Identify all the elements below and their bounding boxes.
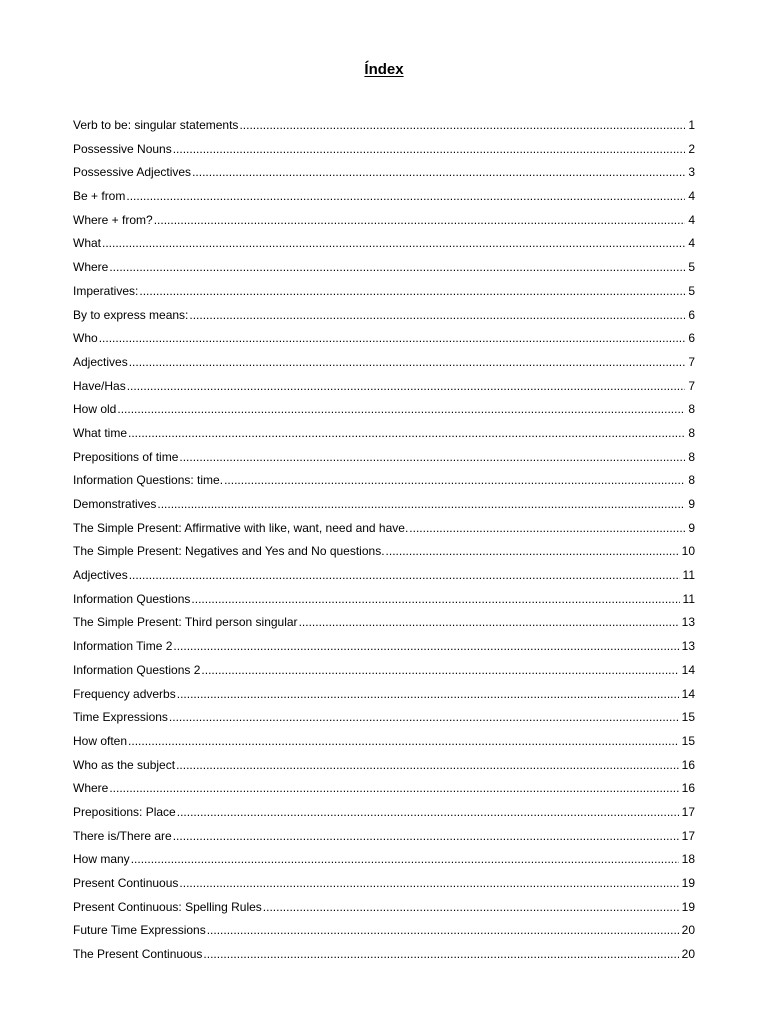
toc-dot-leader bbox=[173, 635, 678, 659]
toc-page-number: 2 bbox=[688, 141, 695, 156]
toc-page-number: 9 bbox=[688, 520, 695, 535]
toc-entry[interactable] bbox=[73, 896, 695, 920]
toc-page-number: 17 bbox=[681, 804, 695, 819]
toc-entry[interactable] bbox=[73, 540, 695, 564]
toc-entry-title: There is/There are bbox=[73, 828, 172, 843]
toc-entry[interactable] bbox=[73, 422, 695, 446]
toc-entry[interactable] bbox=[73, 209, 695, 233]
toc-entry[interactable] bbox=[73, 706, 695, 730]
toc-entry-title: Information Time 2 bbox=[73, 639, 173, 654]
toc-entry[interactable] bbox=[73, 351, 695, 375]
toc-entry-title: Adjectives bbox=[73, 568, 128, 583]
toc-page-number: 19 bbox=[681, 876, 695, 890]
toc-entry[interactable] bbox=[73, 919, 695, 943]
toc-entry[interactable] bbox=[73, 280, 695, 304]
toc-entry[interactable] bbox=[73, 304, 695, 328]
toc-entry[interactable] bbox=[73, 327, 695, 351]
toc-entry[interactable] bbox=[73, 398, 695, 422]
toc-entry-title: Be + from bbox=[73, 189, 126, 204]
toc-entry-title: Adjectives bbox=[73, 354, 128, 369]
toc-entry-title: Information Questions 2 bbox=[73, 662, 201, 677]
toc-dot-leader bbox=[179, 872, 678, 896]
toc-entry-title: Where bbox=[73, 260, 109, 275]
toc-entry[interactable] bbox=[73, 469, 695, 493]
toc-entry-title: Who bbox=[73, 331, 98, 346]
toc-dot-leader bbox=[203, 943, 678, 967]
toc-entry-title: Prepositions: Place bbox=[73, 804, 176, 819]
toc-page-number: 13 bbox=[681, 639, 695, 654]
toc-page-number: 14 bbox=[681, 686, 695, 701]
toc-page-number: 7 bbox=[688, 378, 695, 393]
toc-entry-title: How often bbox=[73, 733, 128, 748]
toc-page-number: 15 bbox=[681, 733, 695, 748]
toc-entry[interactable] bbox=[73, 185, 695, 209]
toc-entry[interactable] bbox=[73, 375, 695, 399]
toc-dot-leader bbox=[299, 611, 679, 635]
toc-page-number: 8 bbox=[688, 402, 695, 417]
toc-dot-leader bbox=[109, 256, 685, 280]
toc-dot-leader bbox=[128, 422, 685, 446]
toc-page-number: 7 bbox=[688, 354, 695, 369]
toc-entry-title: The Present Continuous bbox=[73, 947, 203, 962]
toc-dot-leader bbox=[127, 375, 686, 399]
toc-page-number: 14 bbox=[681, 662, 695, 677]
toc-page-number: 11 bbox=[682, 568, 695, 583]
toc-entry[interactable] bbox=[73, 493, 695, 517]
toc-page-number: 11 bbox=[682, 591, 695, 606]
toc-dot-leader bbox=[173, 138, 686, 162]
toc-page-number: 13 bbox=[681, 615, 695, 630]
toc-entry[interactable] bbox=[73, 730, 695, 754]
toc-entry[interactable] bbox=[73, 256, 695, 280]
toc-page-number: 3 bbox=[688, 165, 695, 180]
toc-entry[interactable] bbox=[73, 801, 695, 825]
table-of-contents bbox=[73, 114, 695, 967]
toc-entry-title: Frequency adverbs bbox=[73, 686, 176, 701]
toc-dot-leader bbox=[201, 659, 678, 683]
toc-page-number: 20 bbox=[681, 923, 695, 938]
toc-page-number: 8 bbox=[688, 449, 695, 464]
toc-entry[interactable] bbox=[73, 943, 695, 967]
toc-dot-leader bbox=[263, 896, 679, 920]
toc-entry[interactable] bbox=[73, 611, 695, 635]
toc-entry[interactable] bbox=[73, 848, 695, 872]
toc-page-number: 16 bbox=[681, 781, 695, 796]
toc-entry-title: The Simple Present: Negatives and Yes and No questions. bbox=[73, 544, 385, 559]
toc-entry-title: The Simple Present: Affirmative with like, want, need and have. bbox=[73, 520, 409, 535]
toc-page-number: 4 bbox=[688, 236, 695, 251]
toc-page-number: 9 bbox=[688, 497, 695, 511]
toc-dot-leader bbox=[173, 825, 679, 849]
toc-entry-title: Possessive Nouns bbox=[73, 141, 172, 156]
toc-dot-leader bbox=[139, 280, 685, 304]
toc-dot-leader bbox=[169, 706, 679, 730]
toc-dot-leader bbox=[99, 327, 686, 351]
toc-entry-title: Information Questions bbox=[73, 591, 191, 606]
toc-entry-title: Information Questions: time. bbox=[73, 473, 224, 488]
toc-entry-title: Present Continuous bbox=[73, 876, 179, 890]
toc-page-number: 17 bbox=[681, 828, 695, 843]
toc-page-number: 19 bbox=[681, 899, 695, 914]
toc-entry-title: By to express means: bbox=[73, 307, 189, 322]
toc-entry[interactable] bbox=[73, 232, 695, 256]
toc-entry-title: What bbox=[73, 236, 102, 251]
toc-page-number: 1 bbox=[688, 118, 695, 132]
toc-dot-leader bbox=[189, 304, 685, 328]
toc-entry-title: Possessive Adjectives bbox=[73, 165, 192, 180]
toc-entry[interactable] bbox=[73, 872, 695, 896]
toc-page-number: 20 bbox=[681, 947, 695, 962]
toc-dot-leader bbox=[386, 540, 679, 564]
toc-dot-leader bbox=[177, 683, 679, 707]
toc-entry[interactable] bbox=[73, 138, 695, 162]
toc-page-number: 5 bbox=[688, 283, 695, 298]
toc-page-number: 8 bbox=[688, 473, 695, 488]
toc-entry-title: Where bbox=[73, 781, 109, 796]
toc-dot-leader bbox=[192, 161, 685, 185]
toc-entry[interactable] bbox=[73, 114, 695, 138]
toc-dot-leader bbox=[128, 730, 679, 754]
toc-dot-leader bbox=[239, 114, 685, 138]
toc-page-number: 4 bbox=[688, 189, 695, 204]
toc-entry-title: Present Continuous: Spelling Rules bbox=[73, 899, 262, 914]
toc-dot-leader bbox=[191, 588, 679, 612]
toc-entry-title: How many bbox=[73, 852, 130, 867]
toc-dot-leader bbox=[224, 469, 685, 493]
toc-entry-title: Demonstratives bbox=[73, 497, 157, 511]
toc-page-number: 16 bbox=[681, 757, 695, 772]
toc-dot-leader bbox=[126, 185, 685, 209]
toc-entry-title: Have/Has bbox=[73, 378, 126, 393]
toc-dot-leader bbox=[131, 848, 679, 872]
toc-page-number: 10 bbox=[681, 544, 695, 559]
toc-dot-leader bbox=[129, 351, 686, 375]
toc-page-number: 4 bbox=[688, 212, 695, 227]
toc-entry[interactable] bbox=[73, 635, 695, 659]
toc-entry-title: Who as the subject bbox=[73, 757, 176, 772]
toc-entry[interactable] bbox=[73, 754, 695, 778]
toc-entry-title: The Simple Present: Third person singular bbox=[73, 615, 298, 630]
toc-entry-title: Future Time Expressions bbox=[73, 923, 206, 938]
toc-dot-leader bbox=[176, 754, 679, 778]
toc-entry-title: Verb to be: singular statements bbox=[73, 118, 239, 132]
toc-entry[interactable] bbox=[73, 564, 695, 588]
toc-dot-leader bbox=[154, 209, 686, 233]
toc-entry[interactable] bbox=[73, 777, 695, 801]
toc-entry[interactable] bbox=[73, 659, 695, 683]
toc-dot-leader bbox=[117, 398, 685, 422]
toc-entry-title: How old bbox=[73, 402, 117, 417]
toc-entry[interactable] bbox=[73, 825, 695, 849]
toc-dot-leader bbox=[207, 919, 679, 943]
toc-page-number: 18 bbox=[681, 852, 695, 867]
toc-page-number: 5 bbox=[688, 260, 695, 275]
index-title bbox=[0, 60, 768, 80]
toc-page-number: 6 bbox=[688, 331, 695, 346]
toc-entry-title: Where + from? bbox=[73, 212, 153, 227]
toc-entry[interactable] bbox=[73, 517, 695, 541]
toc-entry-title: Time Expressions bbox=[73, 710, 168, 725]
toc-dot-leader bbox=[177, 801, 679, 825]
toc-page-number: 8 bbox=[688, 425, 695, 440]
toc-entry-title: What time bbox=[73, 425, 128, 440]
toc-entry-title: Imperatives: bbox=[73, 283, 139, 298]
toc-entry[interactable] bbox=[73, 161, 695, 185]
toc-dot-leader bbox=[129, 564, 680, 588]
toc-entry-title: Prepositions of time bbox=[73, 449, 179, 464]
toc-entry[interactable] bbox=[73, 446, 695, 470]
toc-dot-leader bbox=[102, 232, 685, 256]
toc-dot-leader bbox=[179, 446, 685, 470]
toc-entry[interactable] bbox=[73, 683, 695, 707]
toc-entry[interactable] bbox=[73, 588, 695, 612]
toc-dot-leader bbox=[409, 517, 685, 541]
toc-page-number: 6 bbox=[688, 307, 695, 322]
toc-page-number: 15 bbox=[681, 710, 695, 725]
toc-dot-leader bbox=[157, 493, 685, 517]
toc-dot-leader bbox=[109, 777, 678, 801]
index-title-text: Índex bbox=[364, 61, 404, 78]
